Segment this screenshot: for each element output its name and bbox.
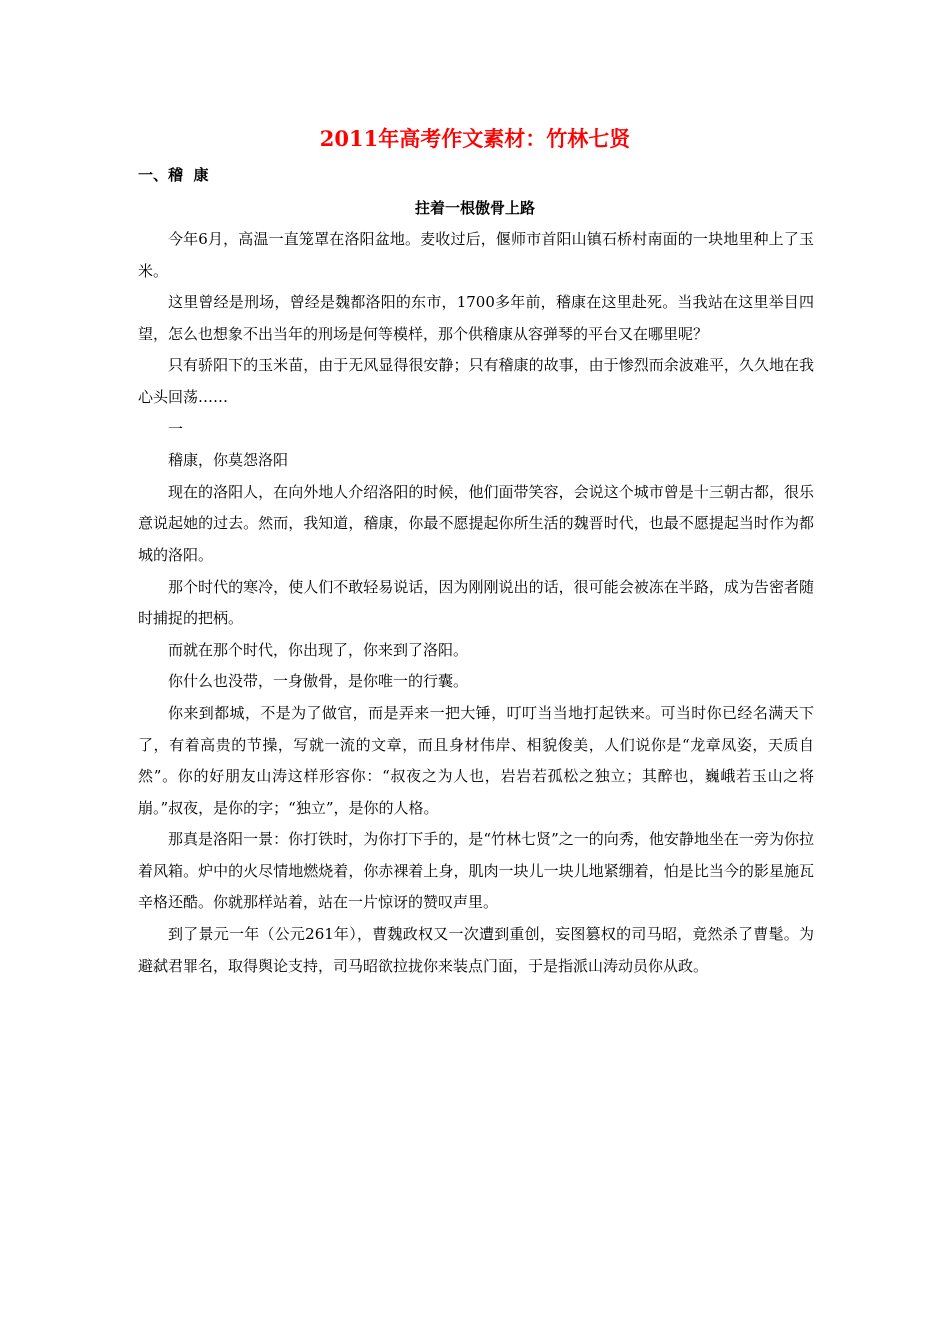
article-title: 拄着一根傲骨上路 (414, 199, 535, 217)
chapter-heading: 稽康，你莫怨洛阳 (168, 451, 289, 470)
section-heading (138, 164, 208, 186)
paragraph: 到了景元一年（公元261年），曹魏政权又一次遭到重创，妄图篡权的司马昭，竟然杀了曹髦。为避弑君罪名，取得舆论支持，司马昭欲拉拢你来装点门面，于是指派山涛动员你从政。 (138, 925, 814, 975)
paragraph: 那个时代的寒冷，使人们不敢轻易说话，因为刚刚说出的话，很可能会被冻在半路，成为告密者随时捕捉的把柄。 (138, 577, 814, 628)
paragraph: 你什么也没带，一身傲骨，是你唯一的行囊。 (168, 672, 469, 691)
section-name: 稽 康 (168, 166, 209, 184)
article-body (138, 224, 814, 982)
paragraph: 这里曾经是刑场，曾经是魏都洛阳的东市，1700多年前，稽康在这里赴死。当我站在这里举目四望，怎么也想象不出当年的刑场是何等模样，那个供稽康从容弹琴的平台又在哪里呢？ (138, 293, 814, 343)
paragraph: 只有骄阳下的玉米苗，由于无风显得很安静；只有稽康的故事，由于惨烈而余波难平，久久地在我心头回荡…… (138, 356, 814, 406)
paragraph: 现在的洛阳人，在向外地人介绍洛阳的时候，他们面带笑容，会说这个城市曾是十三朝古都，很乐意说起她的过去。然而，我知道，稽康，你最不愿提起你所生活的魏晋时代，也最不愿提起当时作为都城的洛阳。 (138, 482, 814, 564)
section-number: 一、 (138, 166, 169, 184)
chapter-number: 一 (168, 419, 184, 438)
paragraph: 而就在那个时代，你出现了，你来到了洛阳。 (168, 640, 469, 659)
document-title: 2011年高考作文素材：竹林七贤 (319, 126, 631, 151)
paragraph: 那真是洛阳一景：你打铁时，为你打下手的，是“竹林七贤”之一的向秀，他安静地坐在一旁为你拉着风箱。炉中的火尽情地燃烧着，你赤裸着上身，肌肉一块儿一块儿地紧绷着，怕是比当今的影星施瓦辛格还酷。你就那样站着，站在一片惊讶的赞叹声里。 (138, 830, 814, 912)
paragraph: 今年6月，高温一直笼罩在洛阳盆地。麦收过后，偃师市首阳山镇石桥村南面的一块地里种上了玉米。 (138, 230, 814, 280)
paragraph: 你来到都城，不是为了做官，而是弄来一把大锤，叮叮当当地打起铁来。可当时你已经名满天下了，有着高贵的节操，写就一流的文章，而且身材伟岸、相貌俊美，人们说你是“龙章凤姿，天质自然”。你的好朋友山涛这样形容你：“叔夜之为人也，岩岩若孤松之独立；其醉也，巍峨若玉山之将崩。”叔夜，是你的字；“独立”，是你的人格。 (138, 703, 814, 817)
